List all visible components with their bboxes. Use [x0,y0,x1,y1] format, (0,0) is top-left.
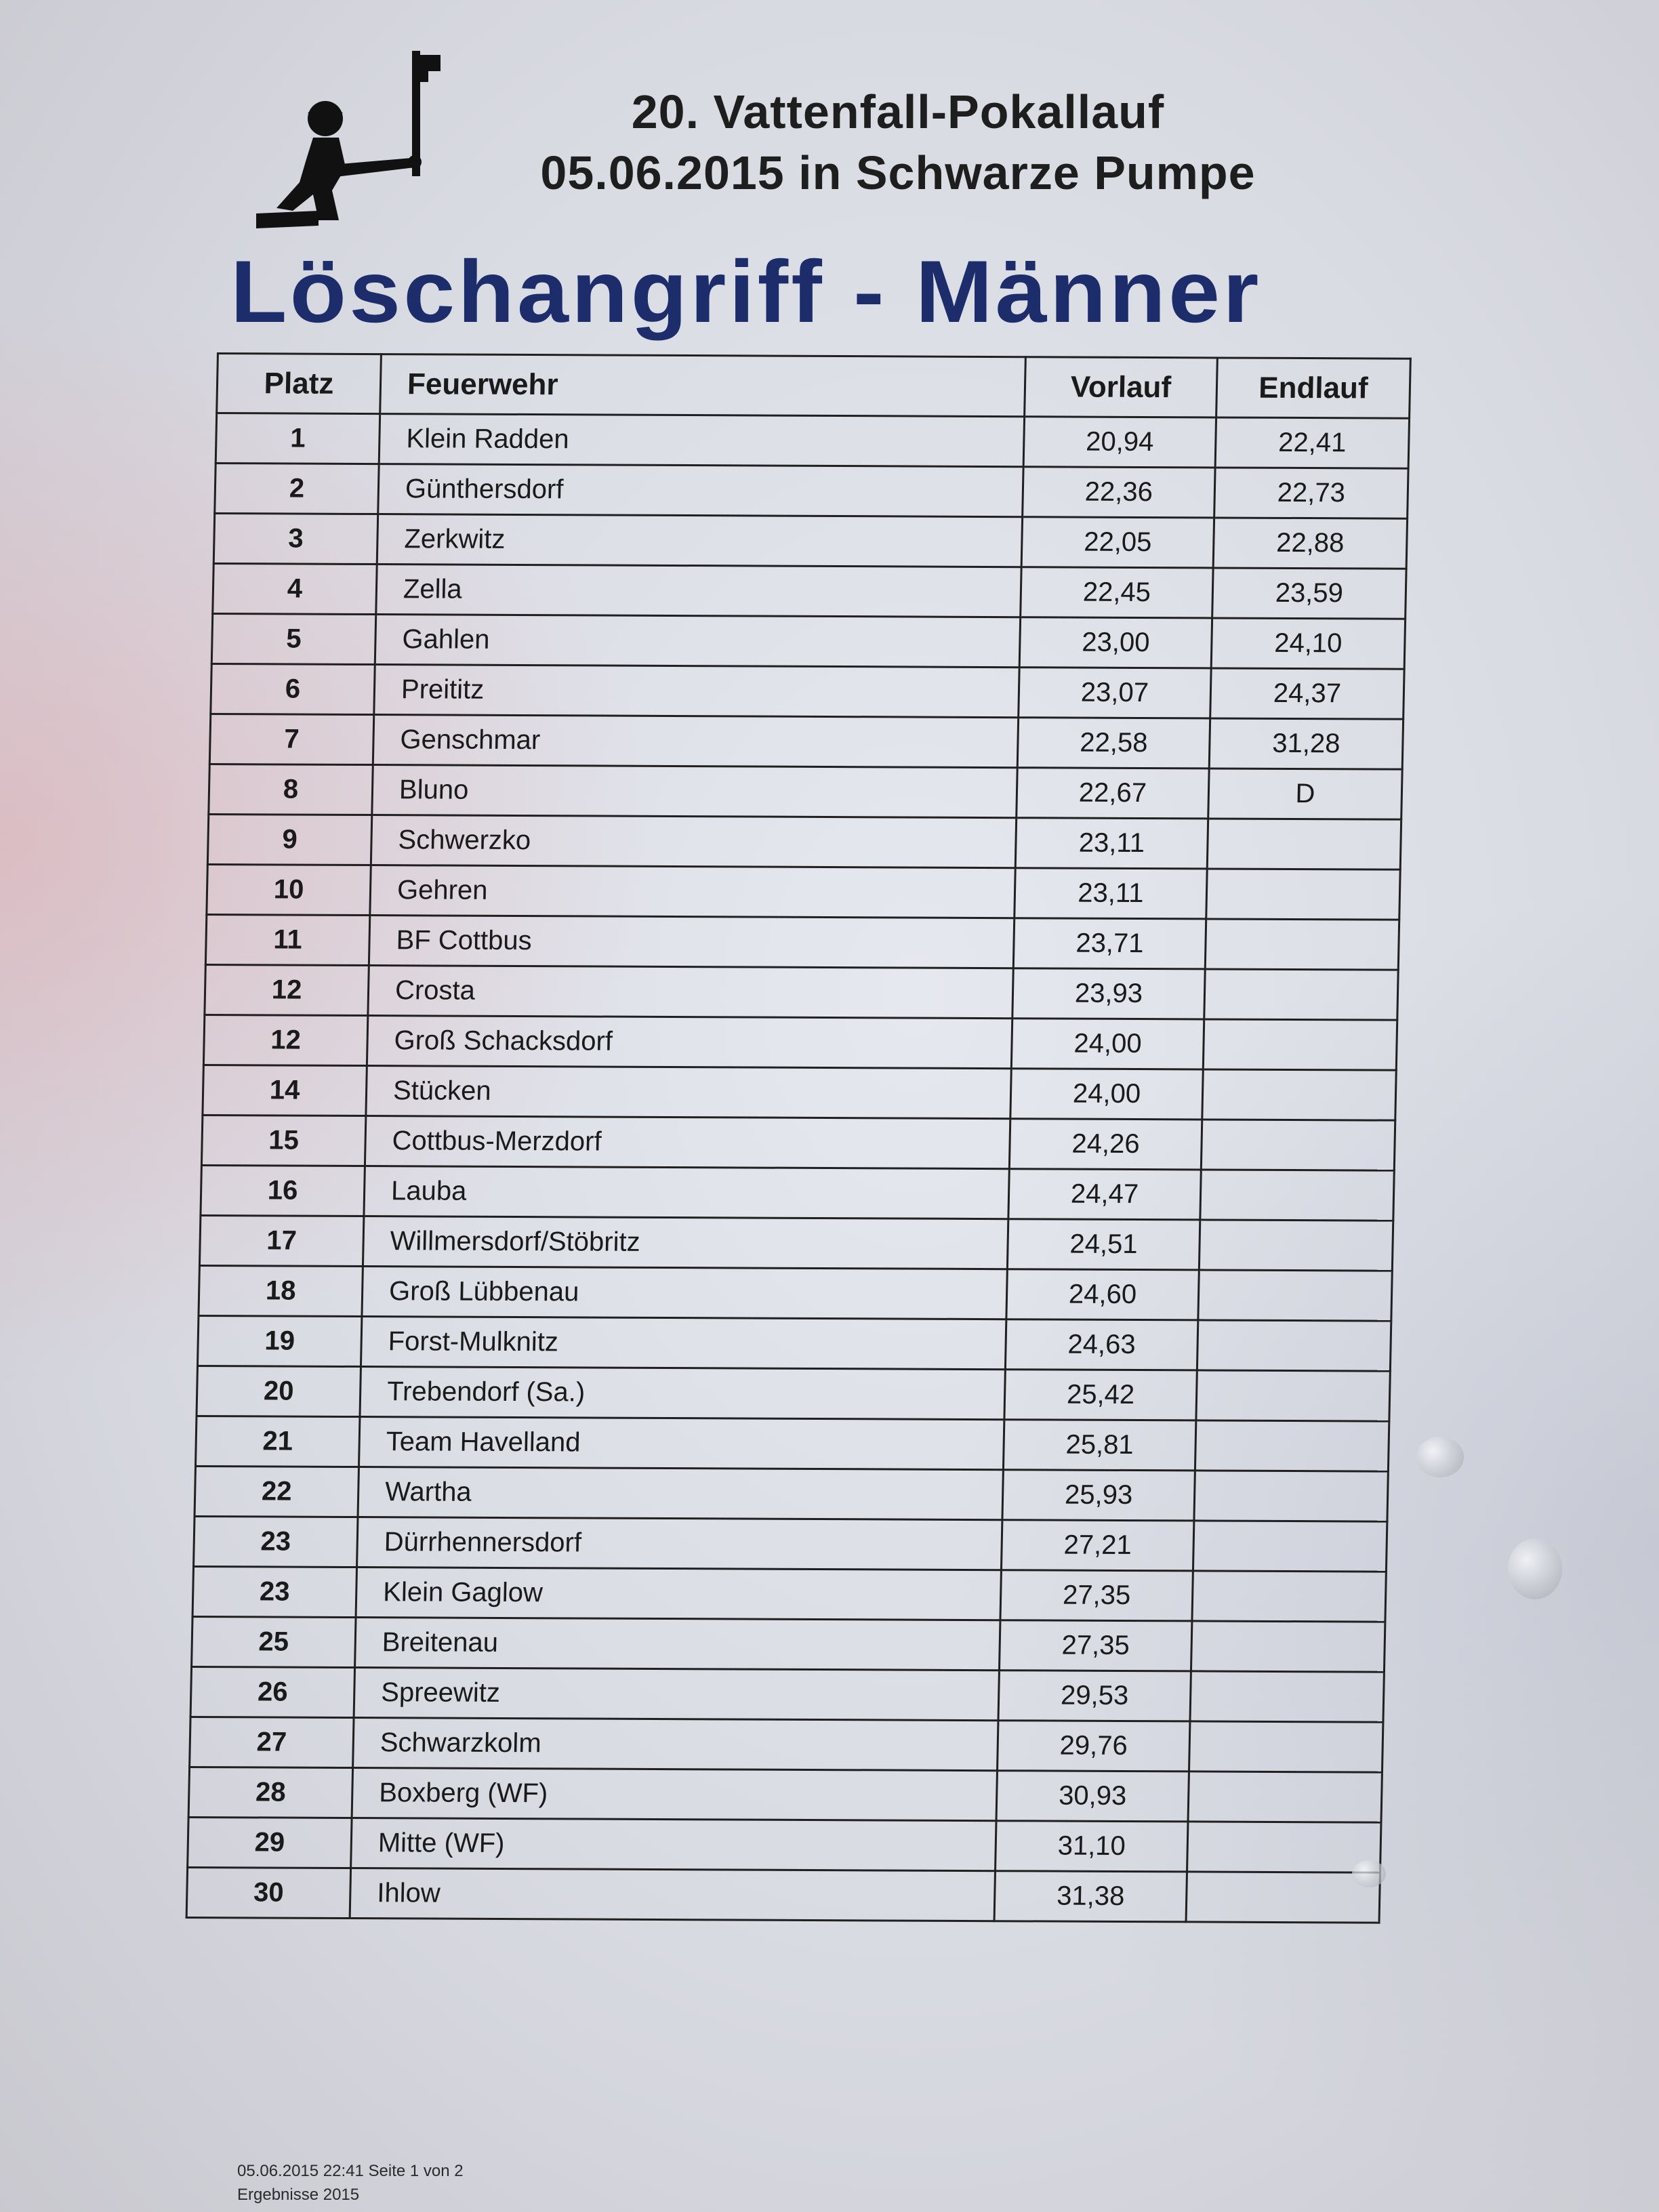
cell-vorlauf: 23,11 [1015,868,1207,919]
cell-platz: 25 [192,1616,356,1667]
cell-endlauf [1186,1872,1380,1923]
cell-platz: 21 [196,1416,360,1467]
cell-feuerwehr: Stücken [366,1066,1011,1119]
cell-platz: 19 [197,1315,361,1366]
cell-vorlauf: 22,36 [1023,467,1215,518]
cell-endlauf: 24,37 [1210,668,1404,719]
cell-vorlauf: 25,81 [1003,1420,1195,1471]
event-date-location: 05.06.2015 in Schwarze Pumpe [540,146,1256,199]
cell-vorlauf: 23,07 [1019,668,1211,718]
cell-vorlauf: 24,51 [1007,1219,1200,1270]
cell-vorlauf: 24,00 [1011,1019,1204,1069]
cell-platz: 16 [201,1165,365,1216]
table-row [205,964,1398,1020]
column-header-platz: Platz [217,354,382,414]
cell-endlauf: 23,59 [1212,568,1406,619]
cell-endlauf [1188,1771,1382,1822]
water-drop [1416,1437,1464,1477]
cell-endlauf: 31,28 [1209,718,1403,769]
cell-platz: 29 [188,1817,352,1868]
event-title: 20. Vattenfall-Pokallauf [631,85,1165,138]
cell-feuerwehr: Willmersdorf/Stöbritz [363,1216,1008,1269]
cell-endlauf [1206,869,1400,920]
table-row [190,1717,1383,1772]
cell-feuerwehr: Klein Radden [379,414,1024,467]
cell-vorlauf: 31,38 [994,1871,1187,1922]
cell-vorlauf: 24,47 [1008,1169,1201,1220]
cell-endlauf [1207,819,1401,869]
cell-platz: 8 [209,764,373,815]
cell-endlauf [1192,1571,1386,1622]
table-row [188,1767,1382,1822]
cell-endlauf [1193,1521,1387,1572]
table-row [209,764,1402,820]
table-row [203,1065,1396,1120]
cell-platz: 12 [203,1015,367,1065]
cell-platz: 5 [211,614,375,665]
cell-endlauf [1194,1471,1388,1521]
cell-feuerwehr: Dürrhennersdorf [357,1517,1002,1570]
column-header-endlauf: Endlauf [1216,358,1411,418]
cell-vorlauf: 24,63 [1005,1319,1197,1370]
table-row [213,514,1407,569]
cell-feuerwehr: Mitte (WF) [351,1818,996,1871]
cell-endlauf [1202,1069,1396,1120]
cell-feuerwehr: Ihlow [350,1868,995,1921]
cell-endlauf [1203,1019,1397,1070]
cell-feuerwehr: Groß Schacksdorf [367,1016,1012,1069]
cell-vorlauf: 22,58 [1017,718,1210,769]
cell-platz: 28 [188,1767,352,1818]
cell-endlauf [1205,919,1399,970]
cell-platz: 6 [211,664,375,715]
table-row [194,1516,1387,1572]
table-header-row [217,354,1411,419]
cell-feuerwehr: Crosta [368,966,1013,1019]
table-row [207,864,1400,920]
firefighter-with-hose-icon [237,51,461,234]
cell-endlauf [1196,1370,1390,1421]
cell-feuerwehr: Trebendorf (Sa.) [360,1367,1005,1420]
cell-vorlauf: 22,05 [1021,517,1214,568]
water-drop [1508,1538,1562,1599]
cell-platz: 7 [209,714,373,765]
footer-document-name: Ergebnisse 2015 [237,2186,360,2204]
cell-vorlauf: 24,26 [1009,1119,1202,1170]
cell-platz: 26 [190,1666,354,1717]
table-row [203,1015,1397,1070]
table-row [194,1466,1388,1521]
cell-endlauf [1204,969,1398,1020]
table-row [211,614,1405,670]
cell-feuerwehr: Bluno [372,765,1017,818]
cell-platz: 23 [192,1566,356,1617]
cell-vorlauf: 25,42 [1004,1370,1197,1420]
cell-platz: 9 [207,815,371,865]
cell-platz: 11 [205,914,369,965]
cell-platz: 3 [213,514,377,565]
cell-endlauf [1198,1270,1392,1321]
table-row [201,1115,1395,1170]
cell-endlauf: D [1208,769,1402,819]
cell-vorlauf: 27,35 [1000,1570,1193,1621]
category-title: Löschangriff - Männer [230,242,1262,341]
cell-feuerwehr: Zella [376,565,1021,617]
results-table [186,352,1412,1924]
cell-vorlauf: 24,60 [1006,1269,1199,1320]
results-table-body [186,413,1409,1923]
table-row [216,413,1409,469]
cell-feuerwehr: Zerkwitz [377,514,1022,567]
cell-platz: 18 [199,1265,363,1316]
table-row [197,1315,1391,1371]
cell-platz: 15 [201,1115,365,1166]
cell-feuerwehr: Team Havelland [359,1417,1004,1470]
cell-feuerwehr: Gahlen [375,615,1020,668]
cell-feuerwehr: Spreewitz [354,1668,999,1721]
cell-feuerwehr: Forst-Mulknitz [361,1317,1006,1370]
cell-feuerwehr: Cottbus-Merzdorf [365,1116,1010,1169]
table-row [199,1215,1393,1271]
cell-platz: 23 [194,1516,358,1567]
cell-feuerwehr: Schwarzkolm [353,1718,998,1771]
table-row [207,815,1401,870]
cell-vorlauf: 23,71 [1013,918,1206,969]
cell-platz: 10 [207,864,371,915]
cell-vorlauf: 29,76 [998,1721,1190,1771]
cell-feuerwehr: BF Cottbus [369,916,1014,968]
column-header-feuerwehr: Feuerwehr [380,354,1026,417]
table-row [199,1265,1392,1321]
cell-vorlauf: 23,93 [1012,968,1205,1019]
cell-feuerwehr: Lauba [364,1166,1009,1219]
cell-platz: 12 [205,964,369,1015]
cell-feuerwehr: Schwerzko [371,815,1016,868]
footer-print-info: 05.06.2015 22:41 Seite 1 von 2 [237,2162,464,2180]
cell-feuerwehr: Gehren [370,865,1015,918]
table-row [188,1817,1381,1872]
table-row [190,1666,1384,1722]
table-row [192,1616,1385,1672]
cell-platz: 30 [186,1867,350,1918]
cell-endlauf [1187,1822,1381,1872]
cell-endlauf: 22,73 [1214,468,1408,518]
table-row [197,1366,1390,1421]
cell-vorlauf: 27,35 [999,1620,1191,1671]
cell-endlauf [1200,1170,1394,1221]
cell-vorlauf: 25,93 [1002,1470,1195,1521]
cell-platz: 1 [216,413,380,464]
cell-endlauf [1197,1320,1391,1371]
table-row [201,1165,1394,1221]
table-row [192,1566,1386,1622]
column-header-vorlauf: Vorlauf [1025,357,1218,417]
cell-platz: 2 [215,464,379,514]
cell-platz: 17 [199,1215,363,1266]
table-row [213,564,1406,619]
cell-feuerwehr: Breitenau [355,1618,1000,1671]
cell-endlauf [1199,1220,1393,1271]
table-row [196,1416,1389,1471]
cell-feuerwehr: Klein Gaglow [356,1568,1001,1620]
cell-vorlauf: 27,21 [1001,1520,1193,1571]
cell-endlauf [1195,1420,1389,1471]
cell-platz: 4 [213,564,377,615]
cell-endlauf [1190,1671,1384,1722]
results-table-wrapper [186,352,1410,1924]
cell-vorlauf: 29,53 [998,1671,1191,1721]
cell-vorlauf: 31,10 [996,1821,1188,1872]
cell-feuerwehr: Günthersdorf [378,464,1023,517]
cell-endlauf: 24,10 [1211,618,1405,669]
cell-vorlauf: 23,00 [1019,617,1212,668]
cell-feuerwehr: Groß Lübbenau [362,1267,1007,1319]
cell-feuerwehr: Preititz [374,665,1019,718]
cell-vorlauf: 22,45 [1021,567,1213,618]
cell-endlauf [1191,1621,1385,1672]
cell-platz: 14 [203,1065,367,1115]
cell-endlauf [1189,1721,1382,1772]
cell-vorlauf: 24,00 [1010,1069,1203,1120]
cell-endlauf: 22,88 [1213,518,1407,569]
cell-vorlauf: 30,93 [996,1771,1189,1822]
table-row [186,1867,1380,1923]
cell-platz: 22 [194,1466,359,1517]
cell-vorlauf: 23,11 [1015,818,1208,869]
table-row [209,714,1403,770]
cell-vorlauf: 22,67 [1017,768,1209,819]
water-drop [1352,1860,1386,1887]
cell-platz: 27 [190,1717,354,1767]
table-row [211,664,1404,720]
cell-endlauf: 22,41 [1215,417,1409,468]
cell-feuerwehr: Boxberg (WF) [352,1768,997,1821]
table-row [205,914,1399,970]
cell-endlauf [1201,1120,1395,1170]
cell-platz: 20 [197,1366,361,1416]
cell-feuerwehr: Genschmar [373,715,1018,768]
cell-feuerwehr: Wartha [358,1467,1003,1520]
table-row [215,464,1408,519]
cell-vorlauf: 20,94 [1023,417,1216,468]
